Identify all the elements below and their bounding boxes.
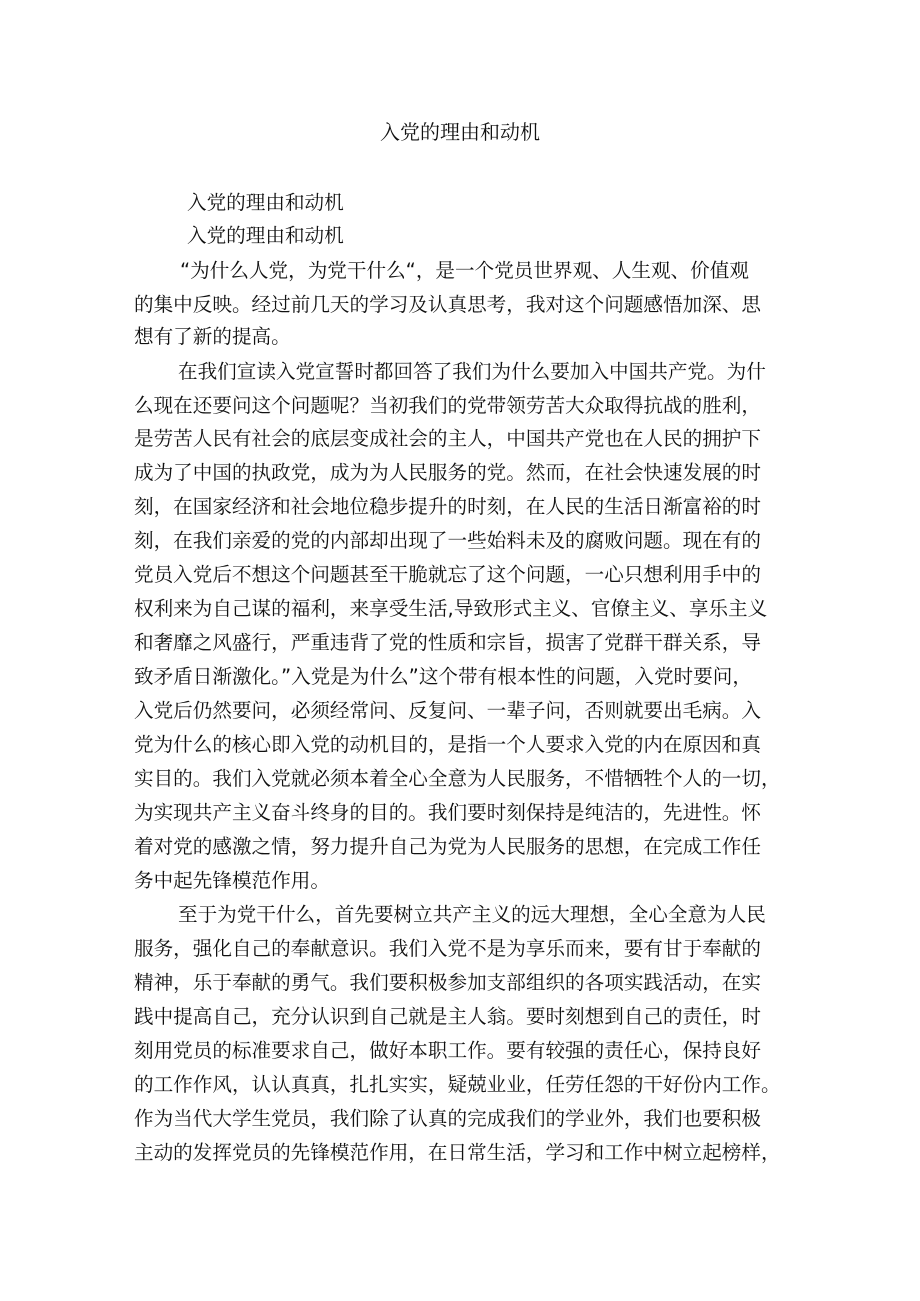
body-line: 至于为党干什么，首先要树立共产主义的远大理想，全心全意为人民: [178, 903, 766, 926]
body-line: 刻用党员的标准要求自己，做好本职工作。要有较强的责任心，保持良好: [134, 1039, 761, 1062]
body-line: 践中提高自己，充分认识到自己就是主人翁。要时刻想到自己的责任，时: [134, 1005, 761, 1028]
body-line: 的工作作风，认认真真，扎扎实实，疑兢业业，任劳任怨的干好份内工作。: [134, 1073, 781, 1096]
body-line: 为实现共产主义奋斗终身的目的。我们要时刻保持是纯洁的，先进性。怀: [134, 801, 761, 824]
body-line: 精神，乐于奉献的勇气。我们要积极参加支部组织的各项实践活动，在实: [134, 971, 761, 994]
body-line: 入党的理由和动机: [187, 191, 344, 214]
body-line: 成为了中国的执政党，成为为人民服务的党。然而，在社会快速发展的时: [134, 461, 761, 484]
body-line: 党为什么的核心即入党的动机目的，是指一个人要求入党的内在原因和真: [134, 733, 761, 756]
body-line: 和奢靡之风盛行，严重违背了党的性质和宗旨，损害了党群干群关系，导: [134, 631, 761, 654]
body-line: 想有了新的提高。: [134, 325, 291, 348]
body-line: 的集中反映。经过前几天的学习及认真思考，我对这个问题感悟加深、思: [134, 293, 761, 316]
body-line: 刻，在我们亲爱的党的内部却出现了一些始料未及的腐败问题。现在有的: [134, 529, 761, 552]
body-line: 权利来为自己谋的福利，来享受生活,导致形式主义、官僚主义、享乐主义: [134, 597, 768, 620]
body-line: 着对党的感激之情，努力提升自己为党为人民服务的思想，在完成工作任: [134, 835, 761, 858]
body-line: 是劳苦人民有社会的底层变成社会的主人，中国共产党也在人民的拥护下: [134, 427, 761, 450]
body-line: 入党的理由和动机: [187, 224, 344, 247]
body-line: 在我们宣读入党宣誓时都回答了我们为什么要加入中国共产党。为什: [178, 360, 766, 383]
body-line: 刻，在国家经济和社会地位稳步提升的时刻，在人民的生活日渐富裕的时: [134, 495, 761, 518]
body-line: 实目的。我们入党就必须本着全心全意为人民服务，不惜牺牲个人的一切，: [134, 767, 781, 790]
body-line: 致矛盾日渐激化。”入党是为什么”这个带有根本性的问题，入党时要问，: [134, 665, 752, 688]
body-line: “为什么人党，为党干什么“，是一个党员世界观、人生观、价值观: [180, 259, 749, 282]
body-line: 作为当代大学生党员，我们除了认真的完成我们的学业外，我们也要积极: [134, 1107, 761, 1130]
body-line: 主动的发挥党员的先锋模范作用，在日常生活，学习和工作中树立起榜样，: [134, 1141, 781, 1164]
document-title: 入党的理由和动机: [380, 120, 540, 144]
body-line: 务中起先锋模范作用。: [134, 869, 330, 892]
body-line: 服务，强化自己的奉献意识。我们入党不是为享乐而来，要有甘于奉献的: [134, 937, 761, 960]
body-line: 入党后仍然要问，必须经常问、反复问、一辈子问，否则就要出毛病。入: [134, 699, 761, 722]
body-line: 党员入党后不想这个问题甚至干脆就忘了这个问题，一心只想利用手中的: [134, 563, 761, 586]
body-line: 么现在还要问这个问题呢？当初我们的党带领劳苦大众取得抗战的胜利，: [134, 394, 761, 417]
